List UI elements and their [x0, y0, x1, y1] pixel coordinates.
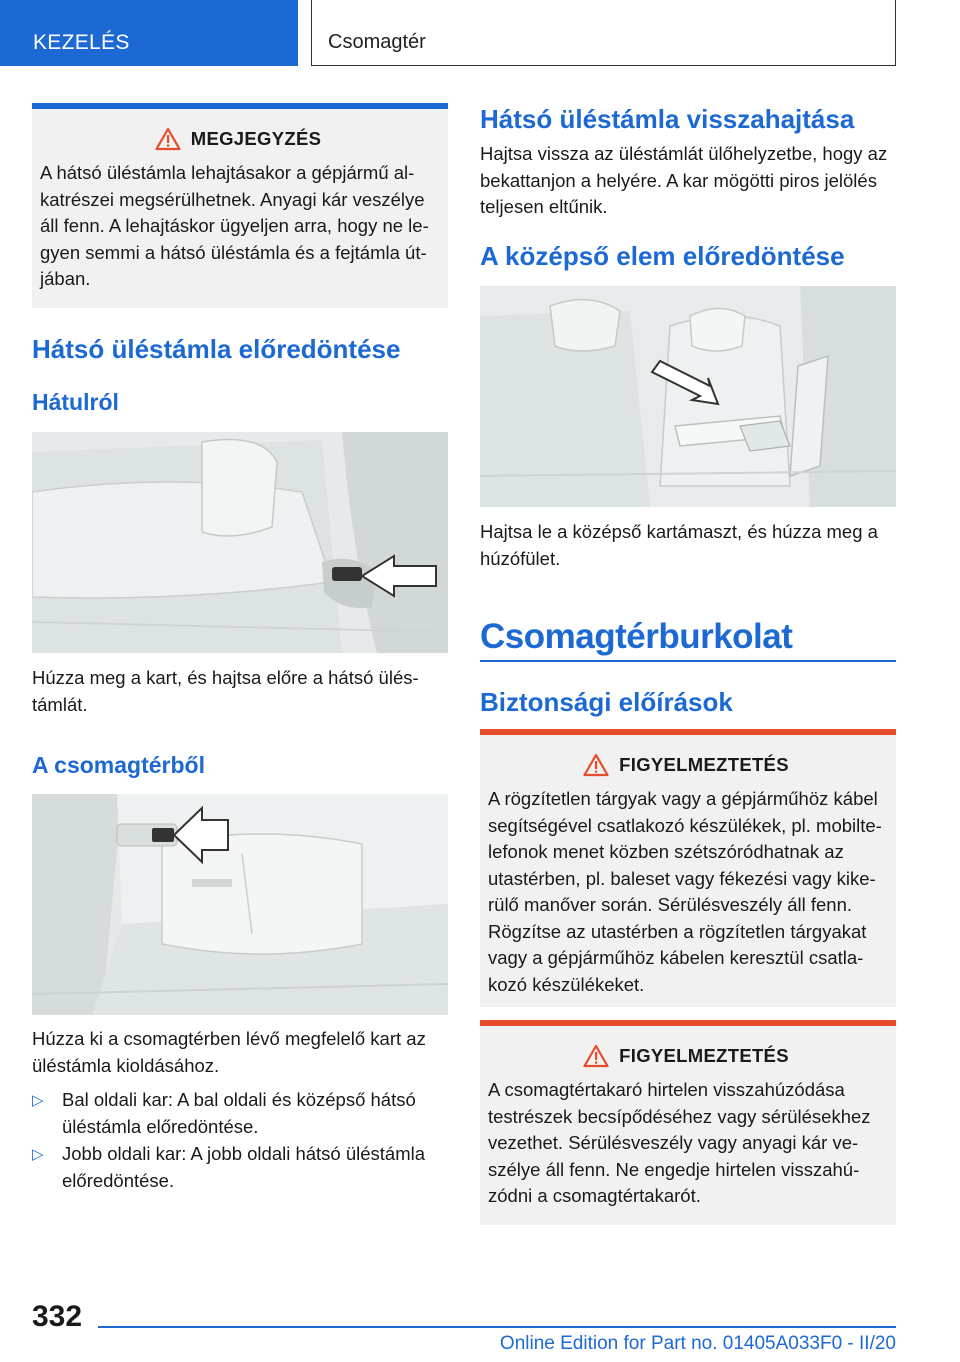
- warning-title: FIGYELMEZTETÉS: [619, 1045, 789, 1066]
- instruction-pull-lever: Húzza meg a kart, és hajtsa előre a hátsó ülés- támlát.: [32, 667, 419, 715]
- footer-rule: [98, 1326, 896, 1328]
- triangle-bullet-icon: ▷: [32, 1146, 44, 1163]
- warning-triangle-icon: [155, 127, 181, 151]
- heading-seatback-fold-back: Hátsó üléstámla visszahajtása: [480, 104, 855, 134]
- triangle-bullet-icon: ▷: [32, 1092, 44, 1109]
- heading-middle-section: A középső elem előredöntése: [480, 241, 845, 271]
- heading-seatback-fold-forward: Hátsó üléstámla előredöntése: [32, 334, 401, 364]
- warning-triangle-icon: [583, 753, 609, 777]
- page-number: 332: [32, 1300, 83, 1333]
- section-tab: [0, 0, 298, 66]
- warning-body: A csomagtértakaró hirtelen visszahúzódása testrészek becsípődéséhez vagy sérülésekhez vezethet. Sérülésveszély vagy anyagi kár ve- szélye áll fenn. Ne engedje hirtelen visszahú- zódni a csomagtértakarót.: [488, 1079, 871, 1206]
- illustration-trunk-lever: [32, 794, 448, 1015]
- chapter-tab: [311, 0, 896, 66]
- warning-triangle-icon: [583, 1044, 609, 1068]
- footer-edition: Online Edition for Part no. 01405A033F0 - II/20: [499, 1333, 896, 1354]
- subheading-from-trunk: A csomagtérből: [32, 752, 205, 778]
- note-body: A hátsó üléstámla lehajtásakor a gépjármű al- katrészei megsérülhetnek. Anyagi kár veszélye áll fenn. A lehajtáskor ügyeljen arra, hogy ne le- gyen semmi a hátsó üléstámla és a fejtámla út- jában.: [40, 162, 429, 289]
- list-item-right-lever: ▷ Jobb oldali kar: A jobb oldali hátsó üléstámla előredöntése.: [32, 1143, 426, 1191]
- heading-safety-information: Biztonsági előírások: [480, 687, 733, 717]
- section-title: KEZELÉS: [33, 31, 130, 54]
- chapter-heading-trunk-cover: Csomagtérburkolat: [480, 617, 793, 656]
- note-title: MEGJEGYZÉS: [190, 128, 322, 149]
- list-item-left-lever: ▷ Bal oldali kar: A bal oldali és középső hátsó üléstámla előredöntése.: [32, 1089, 416, 1137]
- illustration-seat-lever-rear: [32, 432, 448, 653]
- instruction-armrest: Hajtsa le a középső kartámaszt, és húzza meg a húzófület.: [480, 521, 878, 569]
- chapter-title: Csomagtér: [328, 31, 426, 53]
- warning-box-1: [480, 729, 896, 1007]
- subheading-from-rear: Hátulról: [32, 389, 119, 415]
- note-box: [32, 103, 448, 308]
- illustration-middle-armrest: [480, 286, 896, 507]
- warning-title: FIGYELMEZTETÉS: [619, 754, 789, 775]
- heading-rule: [480, 660, 896, 662]
- warning-box-2: [480, 1020, 896, 1225]
- instruction-trunk-lever: Húzza ki a csomagtérben lévő megfelelő kart az üléstámla kioldásához.: [32, 1028, 426, 1076]
- instruction-fold-back: Hajtsa vissza az üléstámlát ülőhelyzetbe, hogy az bekattanjon a helyére. A kar mögötti piros jelölés teljesen eltűnik.: [480, 143, 888, 217]
- warning-body: A rögzítetlen tárgyak vagy a gépjárműhöz kábel segítségével csatlakozó készülékek, pl. mobilte- lefonok menet közben szétszóródhatnak az utastérben, pl. baleset vagy fékezési vagy kike- rülő manőver során. Sérülésveszély áll fenn. Rögzítse az utastérben a rögzítetlen tárgyakat vagy a gépjárműhöz kábelen keresztül csatla- kozó készülékeket.: [488, 788, 882, 995]
